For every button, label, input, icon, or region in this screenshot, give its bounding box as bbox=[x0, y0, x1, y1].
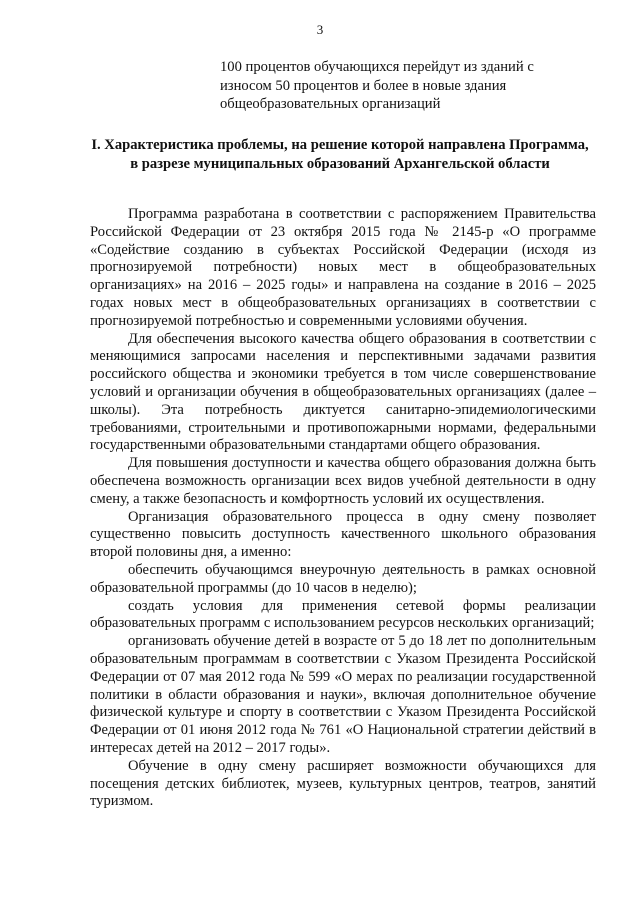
paragraph: Для обеспечения высокого качества общего образования в соответствии с меняющимися запросами населения и перспективными задачами развития российского общества и экономики требуется в том числе совершенствование условий и организации обучения в общеобразовательных организациях (далее – школы). Эта потребность диктуется санитарно-эпидемиологическими требованиями, строительными и противопожарными нормами, федеральными государственными образовательными стандартами общего образования. bbox=[90, 330, 596, 454]
page-number: 3 bbox=[316, 22, 324, 37]
paragraph: Обучение в одну смену расширяет возможности обучающихся для посещения детских библиотек, музеев, культурных центров, театров, занятий туризмом. bbox=[90, 757, 596, 810]
paragraph: Для повышения доступности и качества общего образования должна быть обеспечена возможность организации всех видов учебной деятельности в одну смену, а также безопасность и комфортность условий их осуществления. bbox=[90, 455, 596, 507]
paragraph: создать условия для применения сетевой формы реализации образовательных программ с использованием ресурсов нескольких организаций; bbox=[90, 597, 596, 632]
paragraph: Организация образовательного процесса в одну смену позволяет существенно повысить доступность качественного школьного образования второй половины дня, а именно: bbox=[90, 508, 596, 561]
paragraph: обеспечить обучающимся внеурочную деятельность в рамках основной образовательной программы (до 10 часов в неделю); bbox=[90, 561, 596, 596]
section-title: I. Характеристика проблемы, на решение которой направлена Программа, в разрезе муниципальных образований Архангельской области bbox=[91, 137, 589, 172]
intro-text: 100 процентов обучающихся перейдут из зданий с износом 50 процентов и более в новые здания общеобразовательных организаций bbox=[220, 59, 534, 112]
document-body bbox=[90, 206, 596, 811]
paragraph: Программа разработана в соответствии с распоряжением Правительства Российской Федерации от 23 октября 2015 года № 2145-р «О программе «Содействие созданию в субъектах Российской Федерации (исходя из прогнозируемой потребности) новых мест в общеобразовательных организациях» на 2016 – 2025 годы» и направлена на создание в 2016 – 2025 годах новых мест в общеобразовательных организациях в соответствии с прогнозируемой потребностью и современными условиями обучения. bbox=[90, 206, 596, 329]
paragraph: организовать обучение детей в возрасте от 5 до 18 лет по дополнительным образовательным программам в соответствии с Указом Президента Российской Федерации от 07 мая 2012 года № 599 «О мерах по реализации государственной политики в области образования и науки», включая дополнительное обучение физической культуре и спорту в соответствии с Указом Президента Российской Федерации от 01 июня 2012 года № 761 «О Национальной стратегии действий в интересах детей на 2012 – 2017 годы». bbox=[90, 633, 596, 756]
